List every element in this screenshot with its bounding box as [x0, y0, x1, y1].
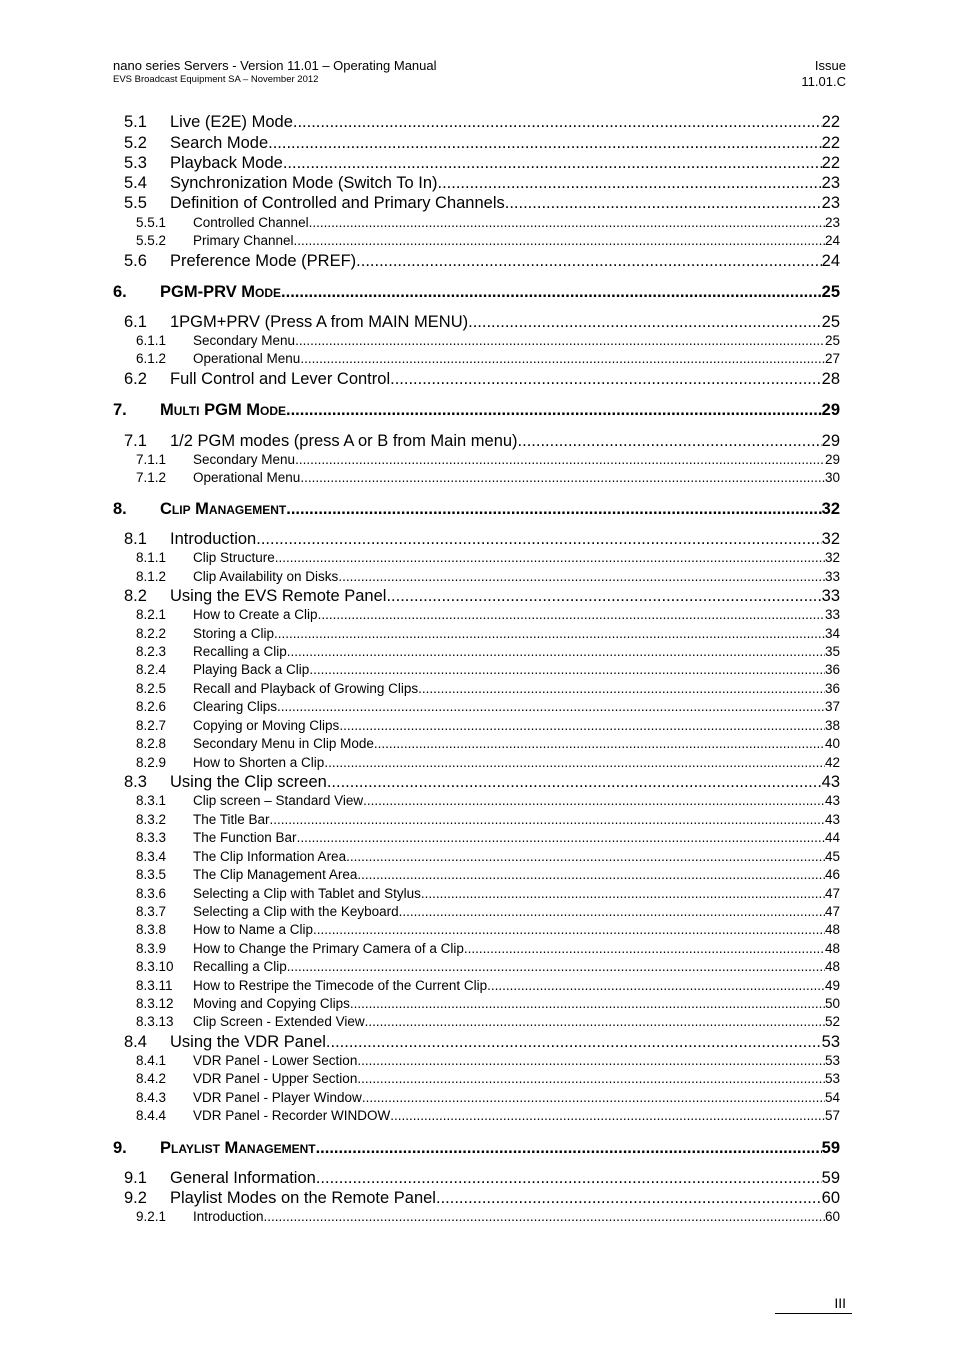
toc-entry-page: 27 — [824, 351, 840, 366]
toc-entry-title: Clip screen – Standard View — [193, 793, 364, 808]
toc-entry-number: 8.4.1 — [136, 1053, 167, 1068]
toc-entry-title: General Information — [170, 1169, 316, 1187]
toc-entry-number: 9.1 — [124, 1169, 147, 1187]
toc-leader-dots — [468, 313, 822, 332]
toc-entry[interactable] — [0, 1053, 954, 1071]
toc-entry-page: 50 — [824, 996, 840, 1011]
toc-entry-number: 6. — [113, 283, 127, 301]
footer-rule — [775, 1313, 852, 1314]
toc-entry-title: The Clip Information Area — [193, 849, 347, 864]
toc-entry-page: 44 — [824, 830, 840, 845]
toc-entry-page: 46 — [824, 867, 840, 882]
toc-entry-page: 29 — [821, 401, 840, 419]
toc-entry-number: 8.3.12 — [136, 996, 174, 1011]
toc-entry-page: 59 — [821, 1169, 840, 1187]
toc-entry-page: 52 — [824, 1014, 840, 1029]
toc-entry-title: Multi PGM Mode — [160, 401, 287, 419]
toc-entry[interactable] — [0, 569, 954, 587]
toc-entry-number: 8.4.4 — [136, 1108, 167, 1123]
toc-leader-dots — [287, 644, 825, 659]
toc-entry[interactable] — [0, 681, 954, 699]
toc-entry-page: 32 — [821, 500, 840, 518]
toc-entry-number: 8.3.11 — [136, 978, 173, 993]
toc-leader-dots — [326, 1033, 822, 1052]
toc-entry-title: VDR Panel - Upper Section — [193, 1071, 358, 1086]
toc-entry-title: Playlist Management — [160, 1139, 316, 1157]
toc-entry-title: Synchronization Mode (Switch To In) — [170, 174, 438, 192]
toc-entry-title: VDR Panel - Recorder WINDOW — [193, 1108, 391, 1123]
toc-leader-dots — [268, 134, 822, 153]
toc-entry-title: Clip Structure — [193, 550, 275, 565]
toc-entry-title: How to Shorten a Clip — [193, 755, 325, 770]
toc-entry[interactable] — [0, 432, 954, 452]
toc-entry-page: 32 — [821, 530, 840, 548]
toc-leader-dots — [357, 1071, 825, 1086]
toc-entry-number: 8.3.9 — [136, 941, 167, 956]
toc-entry[interactable] — [0, 500, 954, 522]
toc-entry-number: 6.2 — [124, 370, 147, 388]
toc-entry[interactable] — [0, 333, 954, 351]
toc-entry[interactable] — [0, 470, 954, 488]
toc-entry-page: 40 — [824, 736, 840, 751]
toc-entry[interactable] — [0, 662, 954, 680]
toc-entry-title: Playback Mode — [170, 154, 283, 172]
toc-entry[interactable] — [0, 134, 954, 154]
toc-entry[interactable] — [0, 215, 954, 233]
toc-entry[interactable] — [0, 113, 954, 133]
page-number: III — [834, 1295, 846, 1311]
toc-leader-dots — [294, 233, 825, 248]
toc-entry-page: 53 — [824, 1071, 840, 1086]
toc-entry-number: 8.3 — [124, 773, 147, 791]
toc-entry-title: The Function Bar — [193, 830, 297, 845]
toc-entry-number: 7. — [113, 401, 127, 419]
toc-entry-page: 24 — [824, 233, 840, 248]
toc-entry-number: 6.1 — [124, 313, 147, 331]
toc-entry-number: 5.3 — [124, 154, 147, 172]
toc-entry-title: Operational Menu — [193, 351, 301, 366]
toc-entry-number: 8.4.3 — [136, 1090, 167, 1105]
toc-entry-page: 47 — [824, 904, 840, 919]
toc-leader-dots — [436, 1189, 822, 1208]
toc-entry-number: 8.2.8 — [136, 736, 167, 751]
toc-entry-number: 7.1.1 — [136, 452, 167, 467]
toc-entry-title: Playing Back a Clip — [193, 662, 310, 677]
toc-entry[interactable] — [0, 812, 954, 830]
toc-entry-page: 23 — [821, 174, 840, 192]
toc-entry-title: Recalling a Clip — [193, 959, 287, 974]
toc-entry[interactable] — [0, 1033, 954, 1053]
toc-entry-title: Recall and Playback of Growing Clips — [193, 681, 419, 696]
toc-entry-title: PGM-PRV Mode — [160, 283, 282, 301]
toc-entry-number: 8.3.6 — [136, 886, 167, 901]
toc-leader-dots — [264, 1209, 825, 1224]
toc-entry-title: Search Mode — [170, 134, 269, 152]
toc-entry-title: Selecting a Clip with Tablet and Stylus — [193, 886, 421, 901]
toc-entry-number: 8.1.2 — [136, 569, 167, 584]
toc-entry-number: 8.4.2 — [136, 1071, 167, 1086]
toc-entry-title: Clip Availability on Disks — [193, 569, 339, 584]
toc-entry-title: Recalling a Clip — [193, 644, 287, 659]
toc-entry-title: How to Name a Clip — [193, 922, 314, 937]
toc-entry[interactable] — [0, 718, 954, 736]
toc-leader-dots — [316, 1139, 822, 1158]
toc-entry-page: 28 — [821, 370, 840, 388]
toc-entry-page: 25 — [824, 333, 840, 348]
toc-entry-page: 57 — [824, 1108, 840, 1123]
toc-entry-title: Secondary Menu — [193, 452, 296, 467]
toc-entry-title: Copying or Moving Clips — [193, 718, 340, 733]
toc-leader-dots — [374, 736, 825, 751]
toc-entry-page: 53 — [821, 1033, 840, 1051]
toc-entry-title: How to Restripe the Timecode of the Current Clip — [193, 978, 488, 993]
toc-entry-number: 8.2.9 — [136, 755, 167, 770]
toc-entry-page: 22 — [821, 134, 840, 152]
toc-entry-number: 8. — [113, 500, 127, 518]
toc-entry[interactable] — [0, 773, 954, 793]
toc-leader-dots — [357, 867, 825, 882]
toc-entry[interactable] — [0, 370, 954, 390]
toc-leader-dots — [487, 978, 825, 993]
toc-entry-number: 8.2.1 — [136, 607, 167, 622]
toc-entry[interactable] — [0, 1071, 954, 1089]
toc-leader-dots — [274, 626, 825, 641]
toc-entry-number: 6.1.2 — [136, 351, 167, 366]
toc-entry[interactable] — [0, 1090, 954, 1108]
toc-entry-number: 6.1.1 — [136, 333, 167, 348]
toc-entry-title: Primary Channel — [193, 233, 294, 248]
toc-entry-number: 8.3.7 — [136, 904, 167, 919]
toc-entry-number: 8.3.8 — [136, 922, 167, 937]
toc-entry[interactable] — [0, 941, 954, 959]
toc-entry-page: 43 — [821, 773, 840, 791]
toc-entry-page: 33 — [824, 607, 840, 622]
toc-entry-page: 37 — [824, 699, 840, 714]
toc-entry[interactable] — [0, 922, 954, 940]
toc-leader-dots — [283, 154, 822, 173]
toc-entry-title: Clip Screen - Extended View — [193, 1014, 365, 1029]
toc-leader-dots — [390, 1108, 825, 1123]
toc-leader-dots — [275, 550, 825, 565]
toc-leader-dots — [318, 607, 825, 622]
toc-entry-title: Using the EVS Remote Panel — [170, 587, 387, 605]
toc-entry[interactable] — [0, 1108, 954, 1126]
toc-leader-dots — [339, 718, 825, 733]
toc-entry-page: 32 — [824, 550, 840, 565]
toc-entry-title: The Clip Management Area — [193, 867, 358, 882]
toc-entry-number: 5.5.2 — [136, 233, 167, 248]
toc-entry-number: 5.5.1 — [136, 215, 167, 230]
toc-entry-page: 34 — [824, 626, 840, 641]
toc-leader-dots — [505, 194, 822, 213]
toc-entry-page: 25 — [821, 313, 840, 331]
toc-entry-number: 7.1.2 — [136, 470, 167, 485]
toc-leader-dots — [286, 401, 822, 420]
toc-leader-dots — [362, 1090, 825, 1105]
toc-entry-title: Selecting a Clip with the Keyboard — [193, 904, 399, 919]
toc-entry-page: 54 — [824, 1090, 840, 1105]
toc-leader-dots — [313, 922, 825, 937]
toc-entry-page: 35 — [824, 644, 840, 659]
toc-entry-number: 9.2 — [124, 1189, 147, 1207]
toc-entry-number: 8.3.10 — [136, 959, 174, 974]
toc-entry-page: 60 — [824, 1209, 840, 1224]
toc-entry-title: Introduction — [170, 530, 257, 548]
toc-entry[interactable] — [0, 978, 954, 996]
toc-entry[interactable] — [0, 793, 954, 811]
toc-entry-number: 5.4 — [124, 174, 147, 192]
toc-leader-dots — [365, 1014, 825, 1029]
toc-entry-title: Clearing Clips — [193, 699, 278, 714]
toc-leader-dots — [399, 904, 825, 919]
toc-entry-number: 5.2 — [124, 134, 147, 152]
toc-entry-page: 48 — [824, 959, 840, 974]
toc-entry-number: 5.1 — [124, 113, 147, 131]
toc-entry-page: 36 — [824, 662, 840, 677]
toc-leader-dots — [286, 500, 821, 519]
toc-entry[interactable] — [0, 351, 954, 369]
toc-entry-title: Playlist Modes on the Remote Panel — [170, 1189, 436, 1207]
toc-entry[interactable] — [0, 959, 954, 977]
toc-leader-dots — [350, 996, 825, 1011]
toc-leader-dots — [270, 812, 825, 827]
toc-entry[interactable] — [0, 1014, 954, 1032]
toc-entry-title: 1/2 PGM modes (press A or B from Main menu) — [170, 432, 518, 450]
toc-leader-dots — [418, 681, 825, 696]
toc-entry[interactable] — [0, 830, 954, 848]
toc-entry[interactable] — [0, 626, 954, 644]
toc-entry-page: 47 — [824, 886, 840, 901]
toc-entry-title: Controlled Channel — [193, 215, 309, 230]
toc-entry-page: 33 — [821, 587, 840, 605]
toc-entry-page: 22 — [821, 154, 840, 172]
toc-entry[interactable] — [0, 755, 954, 773]
toc-entry-title: Moving and Copying Clips — [193, 996, 350, 1011]
toc-entry-title: 1PGM+PRV (Press A from MAIN MENU) — [170, 313, 469, 331]
toc-entry-title: Live (E2E) Mode — [170, 113, 293, 131]
toc-leader-dots — [421, 886, 825, 901]
toc-entry-page: 49 — [824, 978, 840, 993]
toc-entry-title: Clip Management — [160, 500, 287, 518]
toc-entry-title: Secondary Menu in Clip Mode — [193, 736, 374, 751]
toc-leader-dots — [316, 1169, 822, 1188]
toc-leader-dots — [390, 370, 822, 389]
toc-entry-number: 8.2.3 — [136, 644, 167, 659]
toc-entry-title: How to Change the Primary Camera of a Clip — [193, 941, 464, 956]
toc-entry-page: 29 — [821, 432, 840, 450]
toc-entry-number: 9.2.1 — [136, 1209, 167, 1224]
toc-entry-number: 8.3.5 — [136, 867, 167, 882]
toc-entry[interactable] — [0, 1209, 954, 1227]
toc-entry-number: 8.2 — [124, 587, 147, 605]
toc-entry-page: 24 — [821, 252, 840, 270]
toc-entry-number: 9. — [113, 1139, 127, 1157]
toc-entry-number: 8.3.1 — [136, 793, 167, 808]
toc-entry[interactable] — [0, 174, 954, 194]
toc-entry-title: Introduction — [193, 1209, 264, 1224]
toc-entry[interactable] — [0, 607, 954, 625]
toc-leader-dots — [464, 941, 825, 956]
toc-leader-dots — [356, 252, 821, 271]
toc-entry-number: 5.5 — [124, 194, 147, 212]
toc-entry-page: 33 — [824, 569, 840, 584]
toc-entry[interactable] — [0, 530, 954, 550]
toc-entry[interactable] — [0, 550, 954, 568]
toc-entry-page: 36 — [824, 681, 840, 696]
toc-entry-number: 5.6 — [124, 252, 147, 270]
toc-entry-page: 48 — [824, 922, 840, 937]
toc-entry[interactable] — [0, 1169, 954, 1189]
toc-leader-dots — [300, 351, 825, 366]
toc-entry[interactable] — [0, 587, 954, 607]
issue-label: Issue — [814, 58, 846, 73]
toc-leader-dots — [327, 773, 822, 792]
toc-leader-dots — [309, 215, 825, 230]
toc-entry-page: 23 — [821, 194, 840, 212]
toc-entry[interactable] — [0, 736, 954, 754]
toc-entry[interactable] — [0, 401, 954, 423]
toc-entry[interactable] — [0, 313, 954, 333]
toc-leader-dots — [300, 470, 825, 485]
toc-entry-number: 8.3.3 — [136, 830, 167, 845]
toc-entry-number: 8.2.4 — [136, 662, 167, 677]
document-subtitle: EVS Broadcast Equipment SA – November 2012 — [113, 74, 319, 85]
toc-entry-title: Full Control and Lever Control — [170, 370, 391, 388]
toc-entry-page: 38 — [824, 718, 840, 733]
toc-entry-number: 8.4 — [124, 1033, 147, 1051]
toc-entry[interactable] — [0, 886, 954, 904]
toc-entry[interactable] — [0, 452, 954, 470]
toc-entry-number: 8.2.2 — [136, 626, 167, 641]
toc-leader-dots — [295, 333, 825, 348]
toc-entry-title: The Title Bar — [193, 812, 270, 827]
toc-leader-dots — [324, 755, 825, 770]
toc-entry-page: 29 — [824, 452, 840, 467]
toc-entry[interactable] — [0, 252, 954, 272]
toc-leader-dots — [338, 569, 825, 584]
toc-entry[interactable] — [0, 233, 954, 251]
toc-entry-number: 8.2.7 — [136, 718, 167, 733]
toc-entry[interactable] — [0, 1189, 954, 1209]
toc-leader-dots — [386, 587, 821, 606]
document-title: nano series Servers - Version 11.01 – Operating Manual — [113, 58, 437, 73]
toc-leader-dots — [287, 959, 825, 974]
toc-leader-dots — [518, 432, 822, 451]
toc-leader-dots — [346, 849, 825, 864]
toc-entry-title: Operational Menu — [193, 470, 301, 485]
toc-entry-number: 8.2.6 — [136, 699, 167, 714]
toc-leader-dots — [309, 662, 825, 677]
toc-entry-number: 8.3.2 — [136, 812, 167, 827]
toc-entry-page: 23 — [824, 215, 840, 230]
toc-entry-title: Preference Mode (PREF) — [170, 252, 357, 270]
toc-leader-dots — [295, 452, 825, 467]
toc-entry-title: Definition of Controlled and Primary Channels — [170, 194, 505, 212]
toc-entry-number: 8.2.5 — [136, 681, 167, 696]
toc-entry-page: 43 — [824, 793, 840, 808]
toc-entry[interactable] — [0, 904, 954, 922]
toc-entry-page: 45 — [824, 849, 840, 864]
toc-entry-page: 59 — [821, 1139, 840, 1157]
toc-entry[interactable] — [0, 283, 954, 305]
toc-entry-title: Using the Clip screen — [170, 773, 327, 791]
toc-entry-number: 7.1 — [124, 432, 147, 450]
toc-entry[interactable] — [0, 867, 954, 885]
toc-entry-page: 43 — [824, 812, 840, 827]
toc-entry-page: 30 — [824, 470, 840, 485]
toc-entry-title: Storing a Clip — [193, 626, 275, 641]
toc-entry-page: 42 — [824, 755, 840, 770]
toc-entry[interactable] — [0, 1139, 954, 1161]
toc-entry[interactable] — [0, 699, 954, 717]
toc-leader-dots — [277, 699, 825, 714]
toc-entry-number: 8.1.1 — [136, 550, 167, 565]
toc-entry-page: 48 — [824, 941, 840, 956]
toc-entry[interactable] — [0, 849, 954, 867]
toc-entry-title: Using the VDR Panel — [170, 1033, 326, 1051]
toc-leader-dots — [297, 830, 825, 845]
toc-entry-page: 60 — [821, 1189, 840, 1207]
toc-entry-number: 8.3.13 — [136, 1014, 174, 1029]
toc-entry[interactable] — [0, 194, 954, 214]
issue-value: 11.01.C — [801, 74, 846, 89]
toc-entry[interactable] — [0, 996, 954, 1014]
toc-leader-dots — [363, 793, 825, 808]
toc-entry-title: VDR Panel - Player Window — [193, 1090, 362, 1105]
toc-entry-page: 25 — [821, 283, 840, 301]
toc-leader-dots — [438, 174, 822, 193]
toc-leader-dots — [256, 530, 821, 549]
toc-entry[interactable] — [0, 644, 954, 662]
toc-entry-page: 53 — [824, 1053, 840, 1068]
toc-leader-dots — [293, 113, 822, 132]
toc-leader-dots — [357, 1053, 825, 1068]
toc-entry-number: 8.1 — [124, 530, 147, 548]
toc-entry-title: Secondary Menu — [193, 333, 296, 348]
toc-entry[interactable] — [0, 154, 954, 174]
toc-entry-title: VDR Panel - Lower Section — [193, 1053, 358, 1068]
toc-entry-number: 8.3.4 — [136, 849, 167, 864]
toc-entry-title: How to Create a Clip — [193, 607, 318, 622]
toc-entry-page: 22 — [821, 113, 840, 131]
toc-leader-dots — [281, 283, 822, 302]
